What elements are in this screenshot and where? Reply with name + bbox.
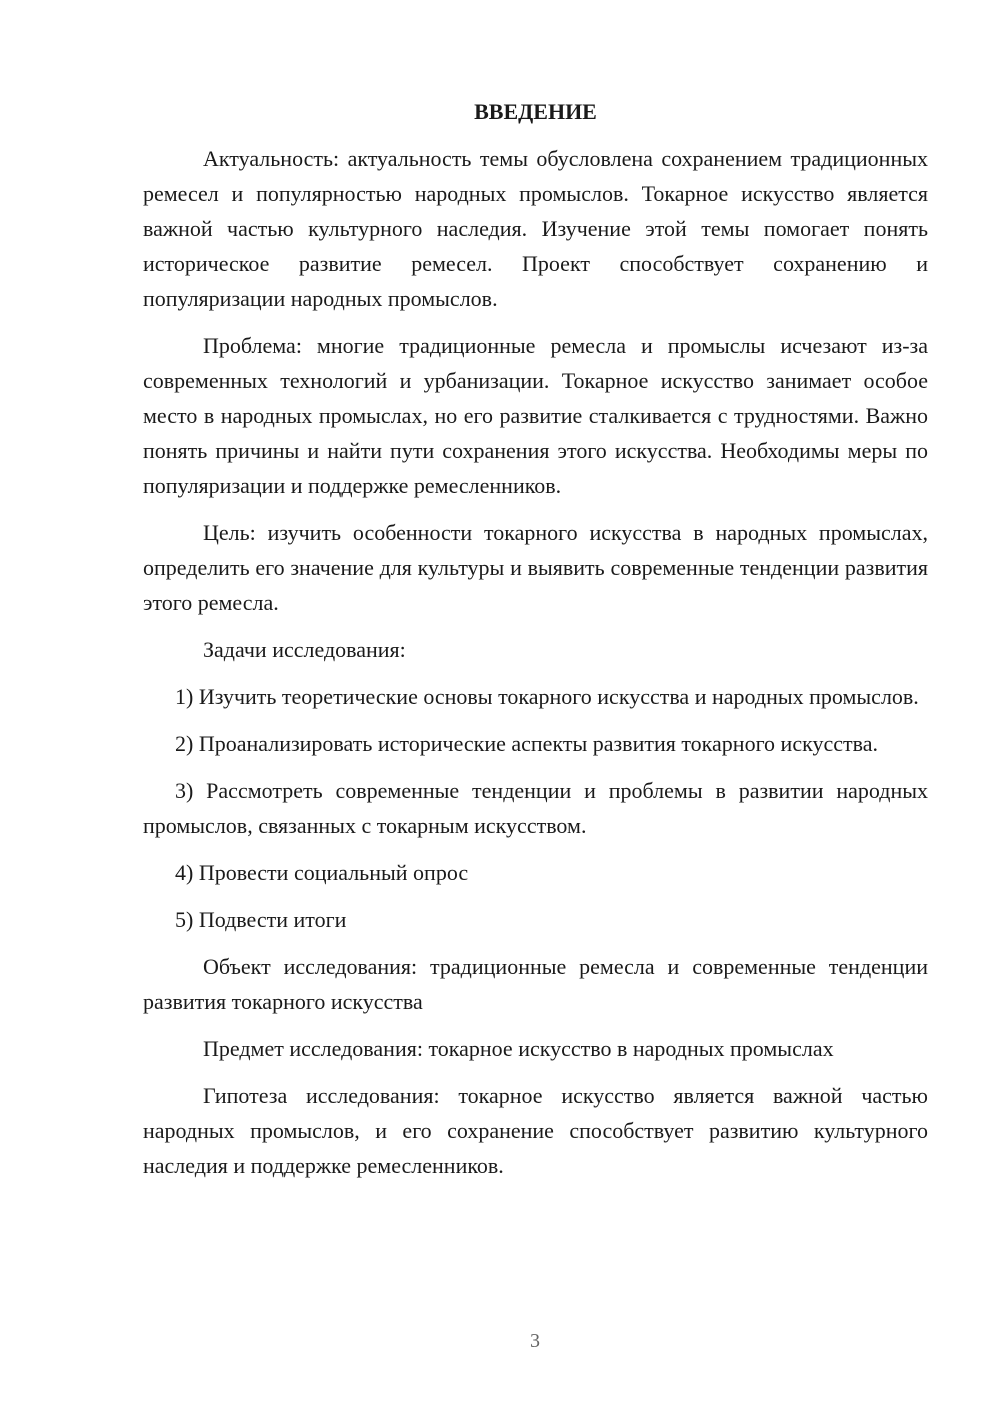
object-paragraph: Объект исследования: традиционные ремесла и современные тенденции развития токарного искусства (143, 954, 928, 1014)
task-item-4: 4) Провести социальный опрос (175, 860, 469, 885)
task-item-2: 2) Проанализировать исторические аспекты развития токарного искусства. (175, 731, 878, 756)
problem-paragraph: Проблема: многие традиционные ремесла и промыслы исчезают из-за современных технологий и урбанизации. Токарное искусство занимает особое место в народных промыслах, но его развитие сталкивается с трудностями. Важно понять причины и найти пути сохранения этого искусства. Необходимы меры по популяризации и поддержке ремесленников. (143, 333, 928, 498)
actuality-paragraph: Актуальность: актуальность темы обусловлена сохранением традиционных ремесел и популярностью народных промыслов. Токарное искусство является важной частью культурного наследия. Изучение этой темы помогает понять историческое развитие ремесел. Проект способствует сохранению и популяризации народных промыслов. (143, 146, 928, 311)
section-title: ВВЕДЕНИЕ (474, 99, 597, 124)
task-item-1: 1) Изучить теоретические основы токарного искусства и народных промыслов. (175, 684, 919, 709)
subject-paragraph: Предмет исследования: токарное искусство в народных промыслах (203, 1036, 834, 1061)
goal-paragraph: Цель: изучить особенности токарного искусства в народных промыслах, определить его значение для культуры и выявить современные тенденции развития этого ремесла. (143, 520, 928, 615)
page-number: 3 (530, 1330, 540, 1352)
task-item-5: 5) Подвести итоги (175, 907, 347, 932)
tasks-heading: Задачи исследования: (203, 637, 406, 662)
task-item-3: 3) Рассмотреть современные тенденции и проблемы в развитии народных промыслов, связанных с токарным искусством. (143, 778, 928, 838)
hypothesis-paragraph: Гипотеза исследования: токарное искусство является важной частью народных промыслов, и его сохранение способствует развитию культурного наследия и поддержке ремесленников. (143, 1083, 928, 1178)
page-content (143, 94, 928, 1195)
